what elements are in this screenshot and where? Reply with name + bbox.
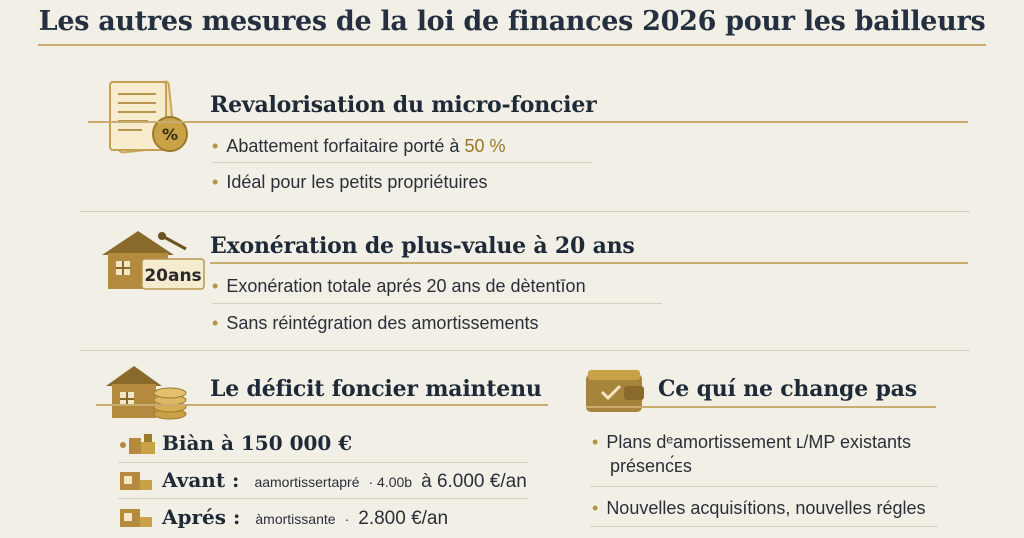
section-heading-deficit-foncier: Le déficit foncier maintenu — [210, 376, 542, 402]
section-heading-plus-value: Exonération de plus-value à 20 ans — [210, 233, 635, 259]
section-heading-micro-foncier: Revalorisation du micro-foncier — [210, 92, 597, 118]
section-heading-unchanged: Ce quí ne change pas — [658, 376, 917, 402]
house-20-years-icon — [98, 225, 208, 295]
section-divider — [80, 211, 970, 212]
document-percent-icon — [102, 78, 194, 160]
section4-rule — [586, 406, 936, 408]
house-small-icon — [118, 505, 154, 531]
divider — [590, 486, 938, 487]
svg-text:20ans: 20ans — [144, 266, 202, 286]
divider — [590, 526, 938, 527]
divider — [118, 498, 528, 499]
title-underline — [38, 44, 986, 46]
house-small-icon — [118, 468, 154, 494]
list-item: • Exonération totale aprés 20 ans de dètentīon — [212, 276, 586, 296]
after-row: Aprés : àmortissante · 2.800 €/an — [162, 505, 449, 529]
list-item: • Abattement forfaitaire porté à 50 % — [212, 136, 506, 156]
list-item: • Idéal pour les petits propriétuires — [212, 172, 488, 192]
list-item: • Sans réintégration des amortissements — [212, 313, 539, 333]
section-divider — [80, 350, 970, 351]
list-item: • Nouvelles acquisítions, nouvelles régles — [592, 498, 926, 518]
section1-rule — [88, 121, 968, 123]
divider — [212, 162, 592, 163]
property-value-row: Biàn à 150 000 € — [162, 431, 353, 455]
list-item-continuation: présenᴄ́ᴇs — [610, 456, 692, 476]
house-coins-icon — [104, 362, 192, 424]
list-item: • Plans dᵉamortissement ʟ/MP existants — [592, 432, 912, 452]
svg-text:%: % — [161, 125, 179, 144]
divider — [212, 303, 662, 304]
divider — [118, 462, 528, 463]
before-row: Avant : aamortissertapré · 4.00b à 6.000 €/an — [162, 468, 527, 492]
percentage-value: 50 % — [464, 136, 506, 156]
page-title: Les autres mesures de la loi de finances 2026 pour les bailleurs — [38, 6, 986, 37]
coins-stack-icon — [118, 432, 158, 458]
section3-rule — [96, 404, 548, 406]
section2-rule — [210, 262, 968, 264]
